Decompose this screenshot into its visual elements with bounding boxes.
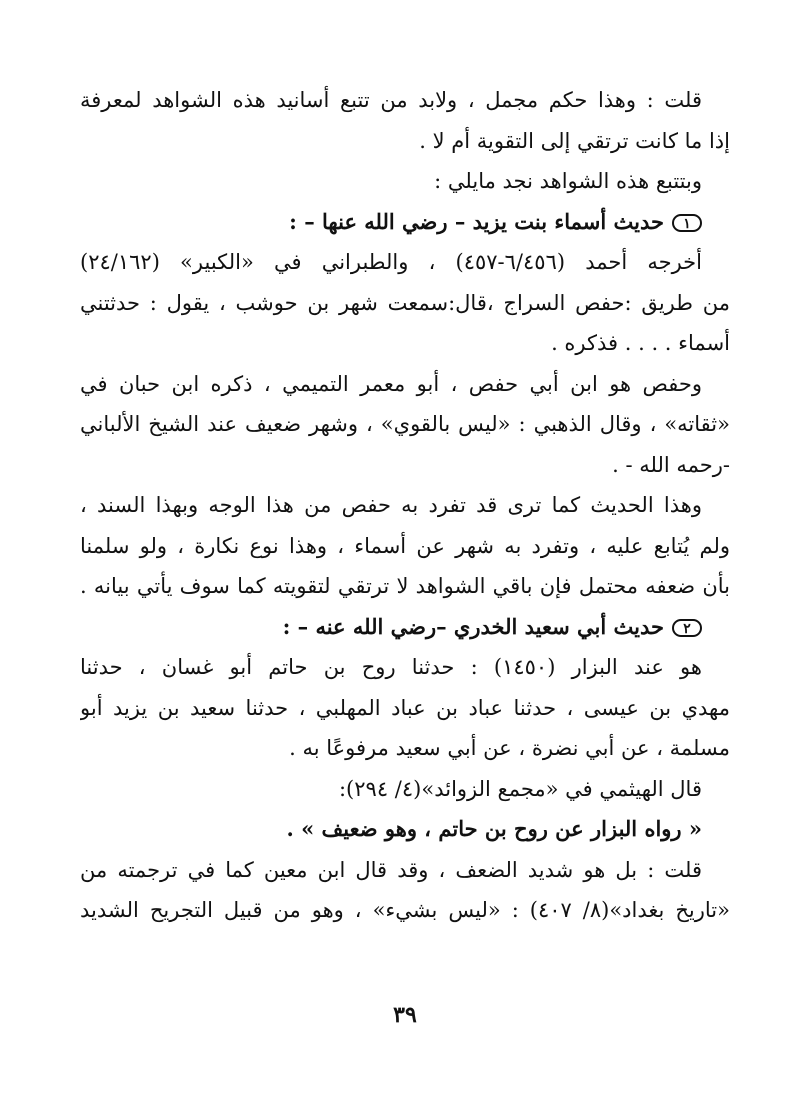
text-line: وبتتبع هذه الشواهد نجد مايلي : xyxy=(434,169,702,193)
text-line: وحفص هو ابن أبي حفص ، أبو معمر التميمي ، ذكره ابن حبان في xyxy=(80,371,702,396)
section-heading-text: حديث أسماء بنت يزيد – رضي الله عنها – : xyxy=(289,208,664,234)
text-line: إذا ما كانت ترتقي إلى التقوية أم لا . xyxy=(419,128,730,153)
section-number-badge: ١ xyxy=(672,214,702,232)
section-number-badge: ٢ xyxy=(672,619,702,637)
quotation-line: « رواه البزار عن روح بن حاتم ، وهو ضعيف » . xyxy=(286,816,702,841)
text-line: من طريق :حفص السراج ،قال:سمعت شهر بن حوشب ، يقول : حدثتني xyxy=(80,290,730,315)
body-text xyxy=(80,80,730,931)
text-line: بأن ضعفه محتمل فإن باقي الشواهد لا ترتقي لتقويته كما سوف يأتي بيانه . xyxy=(80,574,730,598)
page-number: ٣٩ xyxy=(393,1002,417,1028)
section-heading-2 xyxy=(80,607,730,648)
text-line: هو عند البزار (١٤٥٠) : حدثنا روح بن حاتم أبو غسان ، حدثنا xyxy=(80,655,702,679)
section-heading-text: حديث أبي سعيد الخدري –رضي الله عنه – : xyxy=(282,613,664,639)
text-line: مسلمة ، عن أبي نضرة ، عن أبي سعيد مرفوعًا به . xyxy=(289,736,730,760)
text-line: أخرجه أحمد (٦/٤٥٦-٤٥٧) ، والطبراني في «الكبير» (٢٤/١٦٢) xyxy=(80,250,702,274)
text-line: ولم يُتابع عليه ، وتفرد به شهر عن أسماء ، وهذا نوع نكارة ، ولو سلمنا xyxy=(80,533,730,558)
text-line: وهذا الحديث كما ترى قد تفرد به حفص من هذا الوجه وبهذا السند ، xyxy=(80,493,702,517)
section-heading-1 xyxy=(80,202,730,243)
text-line: مهدي بن عيسى ، حدثنا عباد بن عباد المهلبي ، حدثنا سعيد بن يزيد أبو xyxy=(80,695,730,720)
text-line: قلت : بل هو شديد الضعف ، وقد قال ابن معين كما في ترجمته من xyxy=(80,857,702,882)
text-line: قال الهيثمي في «مجمع الزوائد»(٤/ ٢٩٤): xyxy=(338,776,702,801)
text-line: قلت : وهذا حكم مجمل ، ولابد من تتبع أسانيد هذه الشواهد لمعرفة xyxy=(80,88,702,112)
text-line: «تاريخ بغداد»(٨/ ٤٠٧) : «ليس بشيء» ، وهو من قبيل التجريح الشديد xyxy=(80,898,730,922)
text-line: أسماء . . . . فذكره . xyxy=(551,331,730,355)
text-line: «ثقاته» ، وقال الذهبي : «ليس بالقوي» ، وشهر ضعيف عند الشيخ الألباني xyxy=(80,412,730,436)
text-line: -رحمه الله - . xyxy=(612,452,730,477)
